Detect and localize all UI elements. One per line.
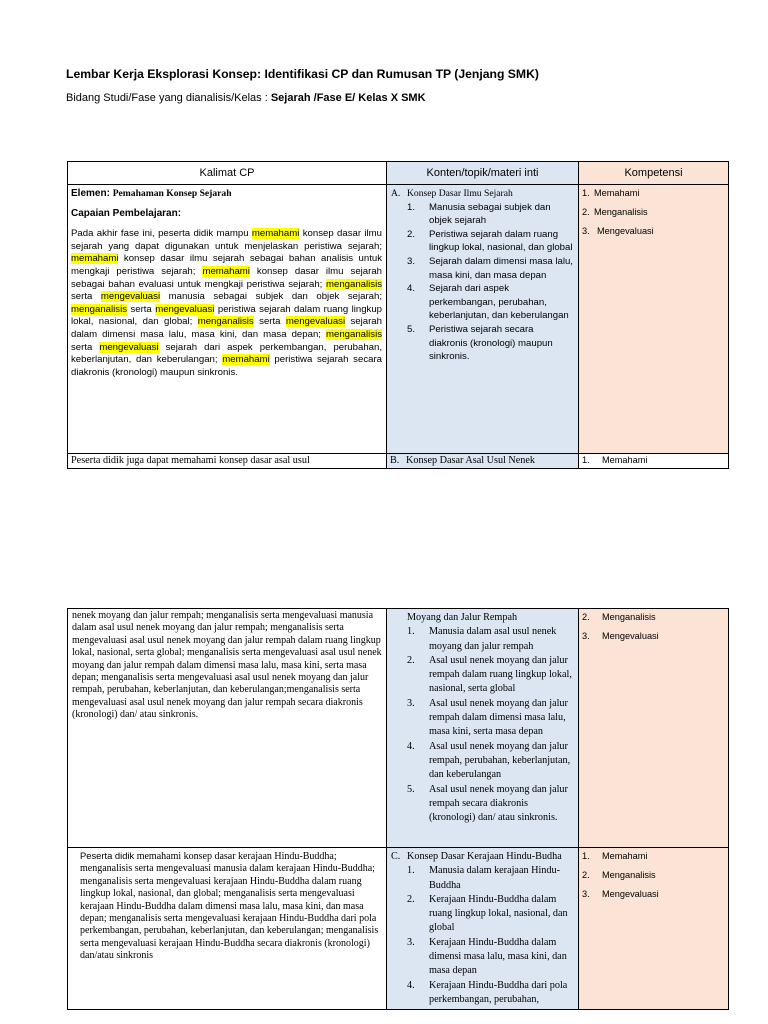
topic-cell	[387, 609, 579, 848]
list-item: 4. Sejarah dari aspek perkembangan, perubahan, keberlanjutan, dan keberulangan	[407, 283, 569, 322]
subtitle-value: Sejarah /Fase E/ Kelas X SMK	[270, 92, 426, 104]
topic-cell	[387, 185, 579, 454]
topic-heading: A. Konsep Dasar Ilmu Sejarah	[391, 188, 513, 199]
cp-table-page1	[67, 161, 729, 469]
list-item: 2. Peristiwa sejarah dalam ruang lingkup lokal, nasional, dan global	[407, 228, 573, 254]
worksheet-subtitle	[66, 92, 426, 104]
table-row	[68, 185, 729, 454]
worksheet-title: Lembar Kerja Eksplorasi Konsep: Identifikasi CP dan Rumusan TP (Jenjang SMK)	[66, 67, 539, 81]
highlight: mengevaluasi	[99, 341, 159, 353]
list-item: 3. Mengevaluasi	[582, 889, 659, 899]
list-item: 5. Asal usul nenek moyang dan jalur rempah secara diakronis (kronologi) dan/ atau sinkronis.	[407, 783, 568, 824]
list-item: 3. Sejarah dalam dimensi masa lalu, masa kini, dan masa depan	[407, 255, 573, 281]
topic-list	[391, 201, 574, 364]
cp-cell: Peserta didik memahami konsep dasar kerajaan Hindu-Buddha; menganalisis serta mengevaluasi manusia dalam kerajaan Hindu-Buddha; menganalisis serta mengevaluasi kerajaan Hindu-Buddha dalam ruang lingkup lokal, nasional, dan global; menganalisis serta mengevaluasi kerajaan Hindu-Buddha dalam dimensi masa lalu, masa kini, dan masa depan; menganalisis serta mengevaluasi kerajaan Hindu-Buddha dari pola perkembangan, perubahan, keberlanjutan, dan keberulangan; menganalisis serta mengevaluasi kerajaan Hindu-Buddha secara diakronis (kronologi) dan/atau sinkronis	[68, 848, 387, 1010]
highlight: memahami	[251, 228, 300, 240]
list-item: 4. Kerajaan Hindu-Buddha dari pola perkembangan, perubahan,	[407, 979, 568, 1005]
cp-cell: nenek moyang dan jalur rempah; menganalisis serta mengevaluasi manusia dalam asal usul nenek moyang dan jalur rempah; menganalisis serta mengevaluasi asal usul nenek moyang dan jalur rempah dalam ruang lingkup lokal, nasional, serta global; menganalisis serta mengevaluasi asal usul nenek moyang dan jalur rempah dalam dimensi masa lalu, masa kini, serta masa depan; menganalisis serta mengevaluasi asal usul nenek moyang dan jalur rempah, perubahan, keberlanjutan, dan keberulangan;menganalisis serta mengevaluasi asal usul nenek moyang dan jalur rempah secara diakronis (kronologi) dan/ atau sinkronis.	[68, 609, 387, 848]
capaian-label: Capaian Pembelajaran:	[71, 207, 182, 219]
highlight: menganalisis	[197, 316, 254, 328]
elemen-value: Pemahaman Konsep Sejarah	[112, 188, 232, 199]
list-item: 3. Mengevaluasi	[582, 226, 654, 236]
list-item: 2. Menganalisis	[582, 870, 656, 880]
kompetensi-cell	[579, 185, 729, 454]
topic-heading: Moyang dan Jalur Rempah	[407, 612, 518, 623]
table-row	[68, 454, 729, 469]
header-kompetensi: Kompetensi	[579, 162, 729, 185]
highlight: mengevaluasi	[285, 316, 346, 328]
header-konten: Konten/topik/materi inti	[387, 162, 579, 185]
list-item: 4. Asal usul nenek moyang dan jalur rempah, perubahan, keberlanjutan, dan keberulangan	[407, 740, 571, 781]
list-item: 1. Memahami	[582, 851, 648, 861]
topic-list	[391, 864, 574, 1007]
list-item: 2. Asal usul nenek moyang dan jalur rempah dalam ruang lingkup lokal, nasional, serta global	[407, 654, 572, 695]
header-kalimat-cp: Kalimat CP	[68, 162, 387, 185]
list-item: 3. Kerajaan Hindu-Buddha dalam dimensi masa lalu, masa kini, dan masa depan	[407, 936, 567, 977]
cp-table-page2	[67, 608, 729, 1010]
list-item: 1. Memahami	[582, 188, 640, 198]
list-item: 1. Manusia dalam asal usul nenek moyang dan jalur rempah	[407, 626, 557, 652]
topic-heading: C. Konsep Dasar Kerajaan Hindu-Budha	[391, 851, 562, 862]
cp-cell: Peserta didik juga dapat memahami konsep dasar asal usul	[68, 454, 387, 469]
highlight: menganalisis	[71, 303, 127, 315]
highlight: memahami	[202, 265, 250, 277]
table-row	[68, 848, 729, 1010]
highlight: memahami	[222, 354, 270, 366]
highlight: menganalisis	[326, 278, 382, 290]
kompetensi-cell	[579, 454, 729, 469]
list-item: 1. Manusia sebagai subjek dan objek sejarah	[407, 201, 551, 227]
highlight: menganalisis	[326, 328, 382, 340]
subtitle-label: Bidang Studi/Fase yang dianalisis/Kelas :	[66, 92, 271, 104]
highlight: mengevaluasi	[100, 291, 161, 303]
kompetensi-cell	[579, 848, 729, 1010]
list-item: 2. Menganalisis	[582, 207, 648, 217]
highlight: memahami	[71, 253, 119, 265]
topic-list	[391, 625, 574, 825]
elemen-line	[71, 188, 382, 201]
topic-cell: B. Konsep Dasar Asal Usul Nenek	[387, 454, 579, 469]
highlight: mengevaluasi	[155, 303, 215, 315]
list-item: 3. Mengevaluasi	[582, 631, 659, 641]
cp-paragraph: Pada akhir fase ini, peserta didik mampu memahami konsep dasar ilmu sejarah yang dapat digunakan untuk menjelaskan peristiwa sejarah; memahami konsep dasar ilmu sejarah sebagai bahan analisis untuk mengkaji peristiwa sejarah; memahami konsep dasar ilmu sejarah sebagai bahan evaluasi untuk mengkaji peristiwa sejarah; menganalisis serta mengevaluasi manusia sebagai subjek dan objek sejarah; menganalisis serta mengevaluasi peristiwa sejarah dalam ruang lingkup lokal, nasional, dan global; menganalisis serta mengevaluasi sejarah dalam dimensi masa lalu, masa kini, dan masa depan; menganalisis serta mengevaluasi sejarah dari aspek perkembangan, perubahan, keberlanjutan, dan keberulangan; memahami peristiwa sejarah secara diakronis (kronologi) maupun sinkronis.	[71, 228, 383, 378]
list-item: 2. Menganalisis	[582, 612, 656, 622]
table-header-row	[68, 162, 729, 185]
list-item: 1. Memahami	[582, 455, 648, 465]
kompetensi-cell	[579, 609, 729, 848]
elemen-label: Elemen:	[71, 188, 113, 199]
cp-cell	[68, 185, 387, 454]
topic-cell	[387, 848, 579, 1010]
list-item: 3. Asal usul nenek moyang dan jalur rempah dalam dimensi masa lalu, masa kini, serta masa depan	[407, 697, 568, 738]
list-item: 2. Kerajaan Hindu-Buddha dalam ruang lingkup lokal, nasional, dan global	[407, 893, 568, 934]
list-item: 1. Manusia dalam kerajaan Hindu-Buddha	[407, 865, 560, 891]
table-row	[68, 609, 729, 848]
list-item: 5. Peristiwa sejarah secara diakronis (kronologi) maupun sinkronis.	[407, 323, 553, 363]
